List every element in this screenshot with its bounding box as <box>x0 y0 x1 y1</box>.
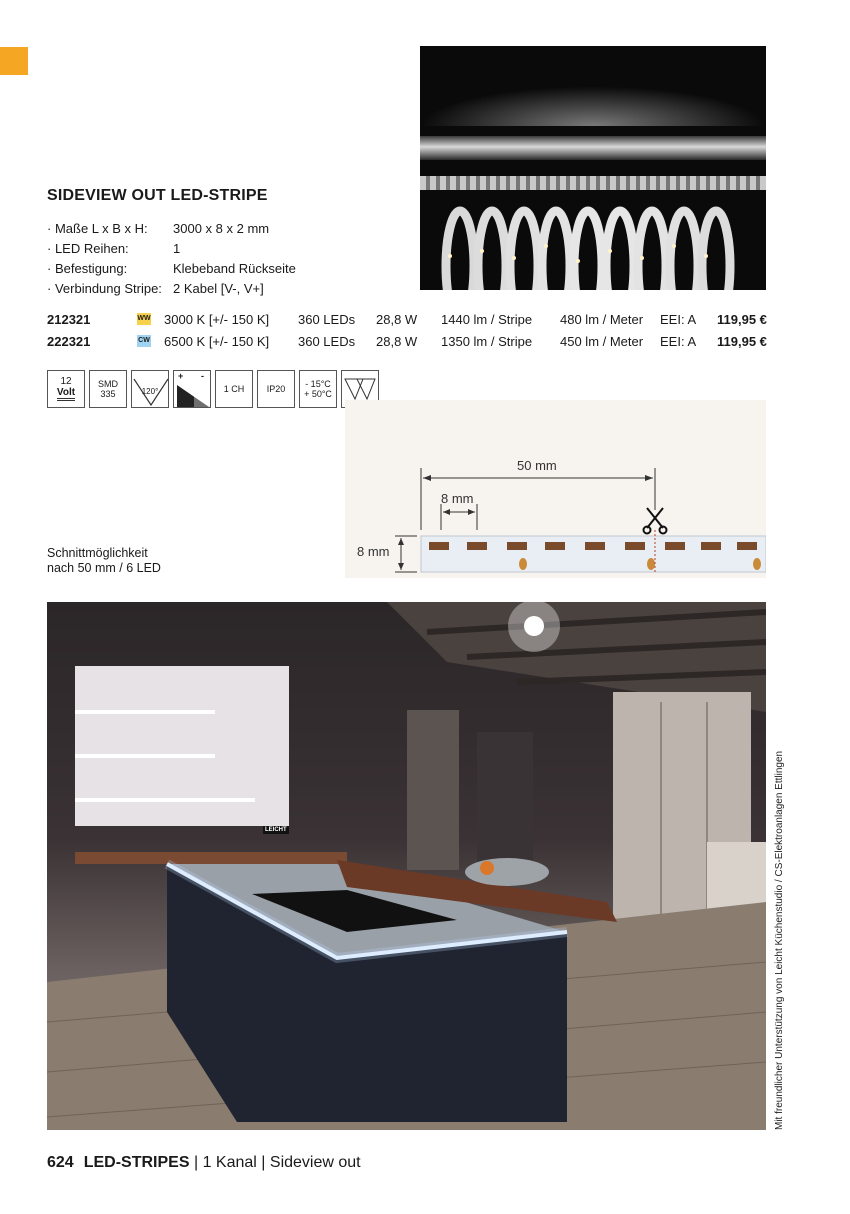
article-number: 212321 <box>47 312 91 327</box>
spec-label: · Verbindung Stripe: <box>47 279 173 299</box>
spec-row <box>47 219 296 239</box>
spec-list <box>47 219 296 299</box>
luminous-flux-stripe: 1440 lm / Stripe <box>441 312 533 327</box>
product-row <box>47 333 767 355</box>
spec-label: · LED Reihen: <box>47 239 173 259</box>
photo-credit: Mit freundlicher Unterstützung von Leicht Küchenstudio / CS-Elektroanlagen Ettlingen <box>774 750 785 1130</box>
power: 28,8 W <box>376 312 418 327</box>
product-table <box>47 311 767 355</box>
page-number: 624 <box>47 1154 74 1171</box>
cut-diagram <box>345 400 766 578</box>
footer-section: LED-STRIPES <box>83 1154 190 1171</box>
cut-option-label: Schnittmöglichkeit nach 50 mm / 6 LED <box>47 546 161 575</box>
led-count: 360 LEDs <box>298 334 356 349</box>
dimension-length-total: 50 mm <box>517 458 557 473</box>
voltage-icon: 12 Volt <box>47 370 85 408</box>
spec-row <box>47 239 296 259</box>
luminous-flux-meter: 450 lm / Meter <box>560 334 644 349</box>
dimension-length-led: 8 mm <box>441 491 474 506</box>
product-title: SIDEVIEW OUT LED-STRIPE <box>47 187 268 204</box>
footer-separator: | <box>261 1154 266 1171</box>
luminous-flux-meter: 480 lm / Meter <box>560 312 644 327</box>
ip-rating-icon: IP20 <box>257 370 295 408</box>
chapter-tab-marker <box>0 47 28 75</box>
spec-row <box>47 279 296 299</box>
channel-icon: 1 CH <box>215 370 253 408</box>
kitchen-photo <box>47 602 766 1130</box>
smd-icon: SMD 335 <box>89 370 127 408</box>
kitchen-logo: LEICHT <box>265 827 287 833</box>
spec-value: 1 <box>173 241 181 256</box>
energy-class: EEI: A <box>660 312 697 327</box>
color-temperature: 3000 K [+/- 150 K] <box>164 312 270 327</box>
spec-label: · Befestigung: <box>47 259 173 279</box>
spec-label: · Maße L x B x H: <box>47 219 173 239</box>
price: 119,95 € <box>717 312 767 327</box>
spec-value: Klebeband Rückseite <box>173 261 296 276</box>
dimension-height: 8 mm <box>357 544 390 559</box>
spec-row <box>47 259 296 279</box>
article-number: 222321 <box>47 334 91 349</box>
footer-channel: 1 Kanal <box>202 1154 257 1171</box>
power: 28,8 W <box>376 334 418 349</box>
spec-value: 3000 x 8 x 2 mm <box>173 221 270 236</box>
product-row <box>47 311 767 333</box>
beam-angle-icon: 120° <box>131 370 169 408</box>
dimmable-icon: + - <box>173 370 211 408</box>
spec-value: 2 Kabel [V-, V+] <box>173 281 264 296</box>
led-count: 360 LEDs <box>298 312 356 327</box>
energy-class: EEI: A <box>660 334 697 349</box>
footer-type: Sideview out <box>269 1154 361 1171</box>
color-temperature: 6500 K [+/- 150 K] <box>164 334 270 349</box>
product-photo-led-stripe <box>420 46 766 290</box>
luminous-flux-stripe: 1350 lm / Stripe <box>441 334 533 349</box>
color-temp-badge: CW <box>137 335 151 347</box>
color-temp-badge: WW <box>137 313 151 325</box>
feature-icons <box>47 370 379 408</box>
footer-separator: | <box>193 1154 199 1171</box>
price: 119,95 € <box>717 334 767 349</box>
page-footer <box>47 1154 361 1172</box>
temperature-range-icon: - 15°C + 50°C <box>299 370 337 408</box>
